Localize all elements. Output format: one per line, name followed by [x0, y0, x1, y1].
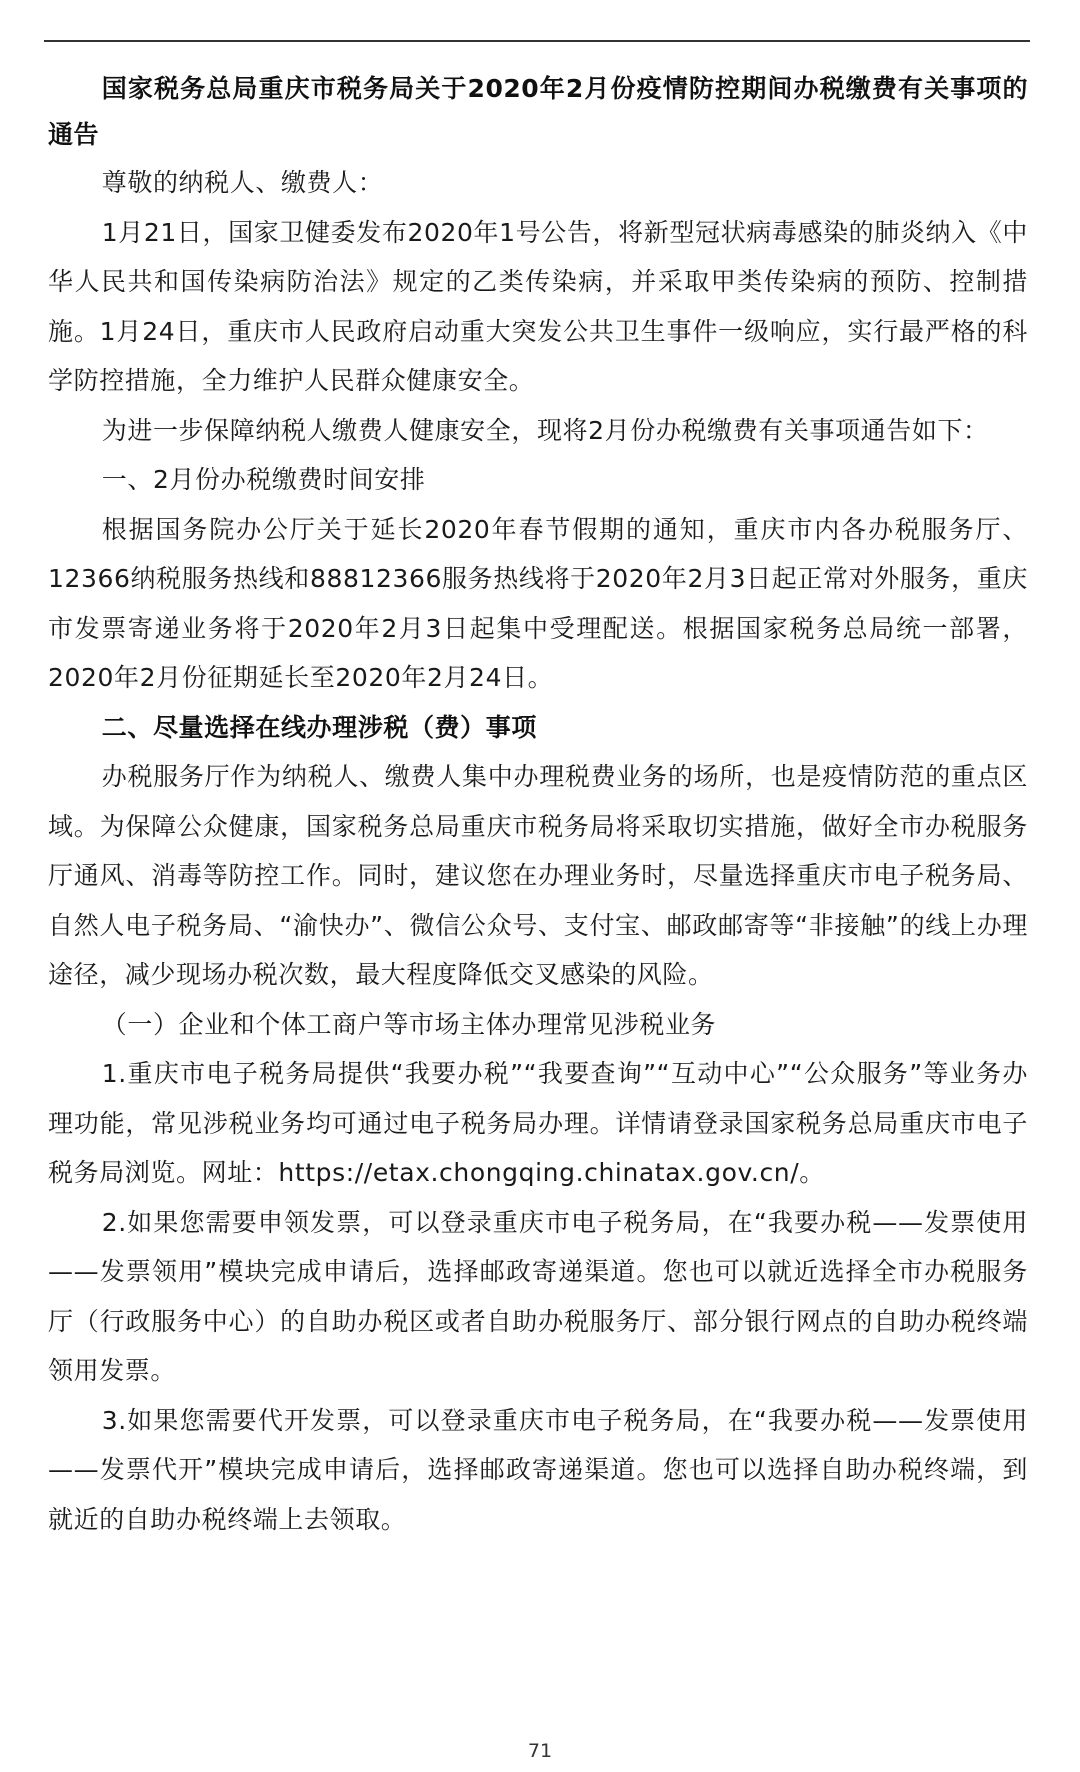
page-number: 71: [527, 1740, 553, 1762]
intro-paragraph: 1月21日，国家卫健委发布2020年1号公告，将新型冠状病毒感染的肺炎纳入《中华人民共和国传染病防治法》规定的乙类传染病，并采取甲类传染病的预防、控制措施。1月24日，重庆市人民政府启动重大突发公共卫生事件一级响应，实行最严格的科学防控措施，全力维护人民群众健康安全。: [48, 217, 1028, 395]
salutation: 尊敬的纳税人、缴费人：: [101, 168, 384, 197]
section-1-heading: 一、2月份办税缴费时间安排: [101, 465, 426, 494]
document-body: [48, 66, 1028, 1544]
intro-paragraph: 为进一步保障纳税人缴费人健康安全，现将2月份办税缴费有关事项通告如下：: [101, 415, 989, 445]
document-title: 国家税务总局重庆市税务局关于2020年2月份疫情防控期间办税缴费有关事项的通告: [48, 74, 1028, 149]
section-1-paragraph: 根据国务院办公厅关于延长2020年春节假期的通知，重庆市内各办税服务厅、12366纳税服务热线和88812366服务热线将于2020年2月3日起正常对外服务，重庆市发票寄递业务将于2020年2月3日起集中受理配送。根据国家税务总局统一部署，2020年2月份征期延长至2020年2月24日。: [48, 514, 1028, 692]
subsection-1-item: 2.如果您需要申领发票，可以登录重庆市电子税务局，在“我要办税——发票使用——发票领用”模块完成申请后，选择邮政寄递渠道。您也可以就近选择全市办税服务厅（行政服务中心）的自助办税区或者自助办税服务厅、部分银行网点的自助办税终端领用发票。: [48, 1207, 1028, 1385]
top-divider: [44, 40, 1030, 42]
section-2-heading: 二、尽量选择在线办理涉税（费）事项: [101, 712, 537, 742]
subsection-1-item: 3.如果您需要代开发票，可以登录重庆市电子税务局，在“我要办税——发票使用——发票代开”模块完成申请后，选择邮政寄递渠道。您也可以选择自助办税终端，到就近的自助办税终端上去领取。: [48, 1405, 1028, 1534]
subsection-1-heading: （一）企业和个体工商户等市场主体办理常见涉税业务: [101, 1009, 717, 1039]
subsection-1-item: 1.重庆市电子税务局提供“我要办税”“我要查询”“互动中心”“公众服务”等业务办理功能，常见涉税业务均可通过电子税务局办理。详情请登录国家税务总局重庆市电子税务局浏览。网址：https://etax.chongqing.chinatax.gov.cn/。: [48, 1059, 1028, 1187]
section-2-paragraph: 办税服务厅作为纳税人、缴费人集中办理税费业务的场所，也是疫情防范的重点区域。为保障公众健康，国家税务总局重庆市税务局将采取切实措施，做好全市办税服务厅通风、消毒等防控工作。同时，建议您在办理业务时，尽量选择重庆市电子税务局、自然人电子税务局、“渝快办”、微信公众号、支付宝、邮政邮寄等“非接触”的线上办理途径，减少现场办税次数，最大程度降低交叉感染的风险。: [48, 762, 1028, 989]
